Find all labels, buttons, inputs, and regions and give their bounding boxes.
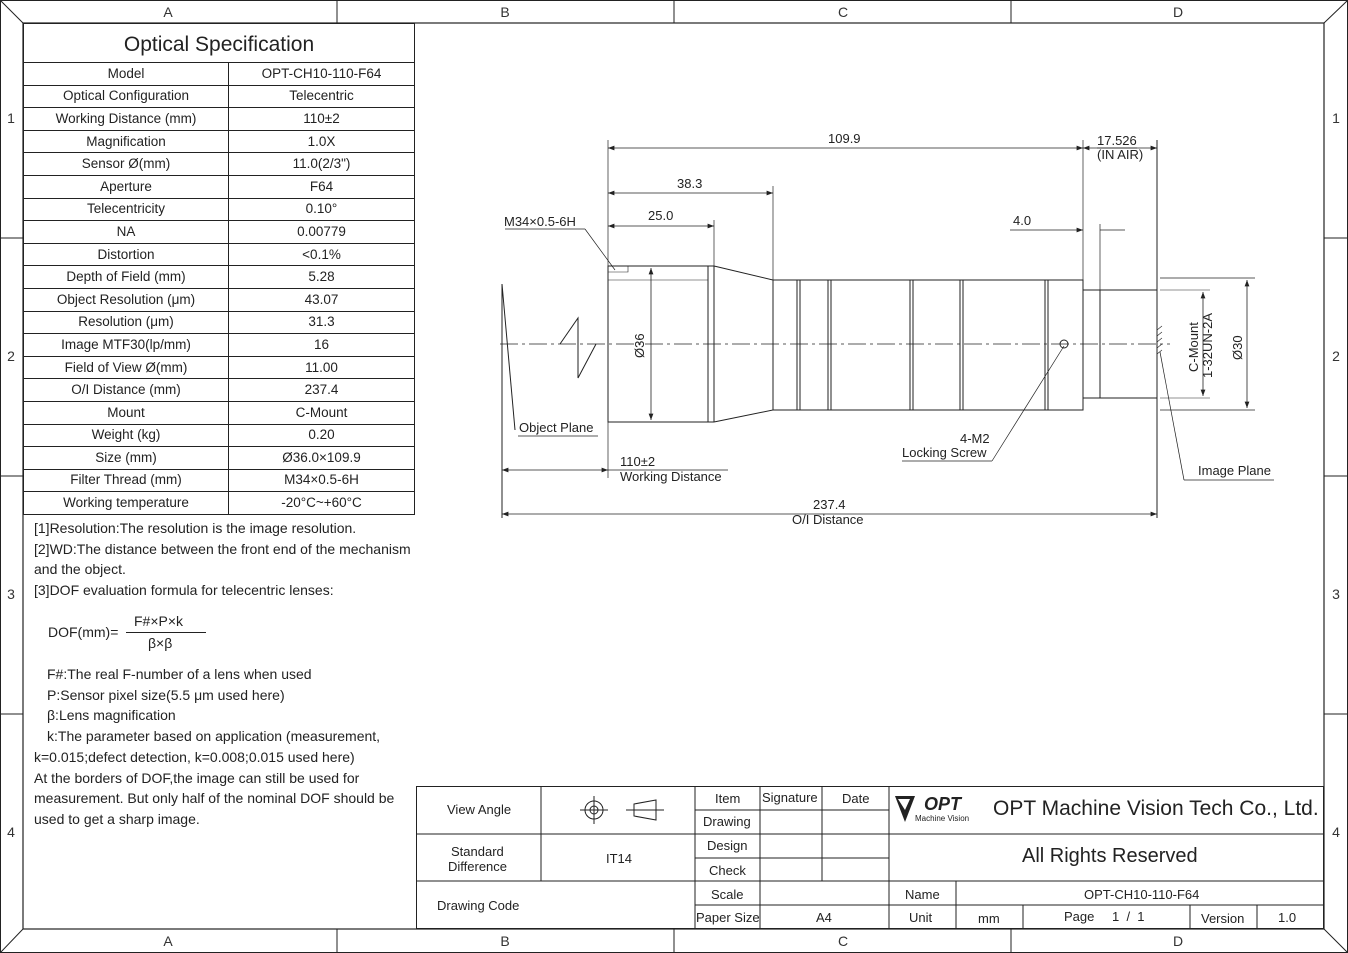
note-d2: measurement. But only half of the nominal DOF should be bbox=[34, 790, 395, 807]
spec-key: Resolution (μm) bbox=[24, 311, 229, 334]
zone-row-2-right: 2 bbox=[1332, 348, 1340, 364]
version-value: 1.0 bbox=[1278, 910, 1297, 925]
spec-value: 43.07 bbox=[229, 288, 415, 311]
spec-value: 0.20 bbox=[229, 424, 415, 447]
drawing-row-label: Drawing bbox=[703, 814, 751, 829]
dim-38: 38.3 bbox=[677, 176, 703, 191]
spec-key: Mount bbox=[24, 401, 229, 424]
dof-denominator: β×β bbox=[148, 635, 173, 651]
zone-col-b-top: B bbox=[500, 4, 510, 20]
unit-label: Unit bbox=[909, 910, 933, 925]
check-row-label: Check bbox=[709, 863, 746, 878]
wd-value: 110±2 bbox=[620, 454, 656, 469]
dim-25: 25.0 bbox=[648, 208, 674, 223]
zone-col-a-bottom: A bbox=[163, 933, 173, 949]
spec-key: Field of View Ø(mm) bbox=[24, 356, 229, 379]
wd-label: Working Distance bbox=[620, 469, 722, 484]
spec-key: Object Resolution (μm) bbox=[24, 288, 229, 311]
spec-key: Magnification bbox=[24, 130, 229, 153]
screw-label: Locking Screw bbox=[902, 445, 987, 460]
zone-row-3-right: 3 bbox=[1332, 586, 1340, 602]
scale-label: Scale bbox=[711, 887, 744, 902]
unit-value: mm bbox=[978, 911, 1000, 926]
spec-value: M34×0.5-6H bbox=[229, 469, 415, 492]
spec-key: Aperture bbox=[24, 175, 229, 198]
spec-key: Image MTF30(lp/mm) bbox=[24, 334, 229, 357]
drawing-code-label: Drawing Code bbox=[437, 898, 520, 913]
std-diff-label-1: Standard bbox=[451, 844, 504, 859]
spec-value: C-Mount bbox=[229, 401, 415, 424]
zone-row-3-left: 3 bbox=[7, 586, 15, 602]
spec-key: Telecentricity bbox=[24, 198, 229, 221]
spec-key: NA bbox=[24, 221, 229, 244]
spec-key: Distortion bbox=[24, 243, 229, 266]
signature-header: Signature bbox=[762, 790, 818, 805]
logo-text: OPT bbox=[924, 794, 962, 814]
note-f: F#:The real F-number of a lens when used bbox=[47, 666, 312, 682]
spec-value: OPT-CH10-110-F64 bbox=[229, 63, 415, 86]
cmount-label: C-Mount bbox=[1186, 322, 1201, 372]
spec-key: Size (mm) bbox=[24, 447, 229, 470]
spec-key: Weight (kg) bbox=[24, 424, 229, 447]
date-header: Date bbox=[842, 791, 870, 806]
note-k2: k=0.015;defect detection, k=0.008;0.015 used here) bbox=[34, 748, 355, 765]
std-diff-label-2: Difference bbox=[448, 859, 508, 874]
zone-col-d-bottom: D bbox=[1172, 933, 1184, 949]
note-k1: k:The parameter based on application (measurement, bbox=[47, 728, 381, 745]
spec-value: Telecentric bbox=[229, 85, 415, 108]
diameter-30: Ø30 bbox=[1230, 335, 1245, 360]
note-2a: [2]WD:The distance between the front end of the mechanism bbox=[34, 540, 411, 557]
spec-value: Ø36.0×109.9 bbox=[229, 447, 415, 470]
note-2b: and the object. bbox=[34, 561, 126, 578]
note-d3: used to get a sharp image. bbox=[34, 810, 200, 827]
logo-subtext: Machine Vision bbox=[915, 814, 970, 823]
oi-label: O/I Distance bbox=[792, 512, 864, 527]
zone-col-a-top: A bbox=[163, 4, 173, 20]
spec-key: Sensor Ø(mm) bbox=[24, 153, 229, 176]
spec-value: 16 bbox=[229, 334, 415, 357]
zone-col-d-top: D bbox=[1172, 4, 1184, 20]
design-row-label: Design bbox=[707, 838, 748, 853]
projection-symbol-icon bbox=[580, 796, 664, 824]
paper-size-label: Paper Size bbox=[696, 910, 760, 925]
name-label: Name bbox=[905, 887, 940, 902]
spec-value: 237.4 bbox=[229, 379, 415, 402]
name-value: OPT-CH10-110-F64 bbox=[1084, 887, 1200, 902]
item-header: Item bbox=[715, 791, 741, 806]
spec-key: Working temperature bbox=[24, 492, 229, 515]
zone-row-4-right: 4 bbox=[1332, 824, 1340, 840]
zone-row-1-right: 1 bbox=[1332, 110, 1340, 126]
version-label: Version bbox=[1201, 911, 1245, 926]
spec-value: 11.00 bbox=[229, 356, 415, 379]
dof-numerator: F#×P×k bbox=[134, 613, 184, 629]
dim-back-focal: 17.526 bbox=[1097, 133, 1137, 148]
zone-row-1-left: 1 bbox=[7, 110, 15, 126]
view-angle-label: View Angle bbox=[447, 802, 512, 817]
spec-value: F64 bbox=[229, 175, 415, 198]
zone-col-b-bottom: B bbox=[500, 933, 510, 949]
page-label: Page bbox=[1064, 909, 1095, 924]
opt-logo-icon bbox=[895, 796, 915, 822]
spec-value: 0.10° bbox=[229, 198, 415, 221]
note-3: [3]DOF evaluation formula for telecentric lenses: bbox=[34, 582, 334, 599]
page-value: 1 / 1 bbox=[1112, 909, 1145, 924]
spec-key: Optical Configuration bbox=[24, 85, 229, 108]
spec-value: <0.1% bbox=[229, 243, 415, 266]
spec-value: 11.0(2/3") bbox=[229, 153, 415, 176]
it14-value: IT14 bbox=[606, 851, 633, 866]
rights-text: All Rights Reserved bbox=[1022, 845, 1198, 867]
dof-lhs: DOF(mm)= bbox=[48, 624, 119, 640]
object-plane-label: Object Plane bbox=[519, 420, 594, 435]
spec-value: 0.00779 bbox=[229, 221, 415, 244]
note-1: [1]Resolution:The resolution is the image resolution. bbox=[34, 520, 357, 536]
paper-size-value: A4 bbox=[816, 910, 832, 925]
dim-in-air: (IN AIR) bbox=[1097, 147, 1144, 162]
spec-key: O/I Distance (mm) bbox=[24, 379, 229, 402]
dim-total-length: 109.9 bbox=[828, 131, 861, 146]
thread-label: M34×0.5-6H bbox=[504, 214, 576, 229]
spec-value: 1.0X bbox=[229, 130, 415, 153]
spec-title: Optical Specification bbox=[24, 24, 415, 63]
zone-col-c-top: C bbox=[837, 4, 849, 20]
dim-4: 4.0 bbox=[1013, 213, 1032, 228]
note-b: β:Lens magnification bbox=[47, 707, 176, 724]
spec-value: 110±2 bbox=[229, 108, 415, 131]
spec-key: Model bbox=[24, 63, 229, 86]
zone-col-c-bottom: C bbox=[837, 933, 849, 949]
spec-key: Depth of Field (mm) bbox=[24, 266, 229, 289]
oi-value: 237.4 bbox=[813, 497, 846, 512]
zone-row-4-left: 4 bbox=[7, 824, 15, 840]
spec-key: Working Distance (mm) bbox=[24, 108, 229, 131]
spec-key: Filter Thread (mm) bbox=[24, 469, 229, 492]
spec-value: 5.28 bbox=[229, 266, 415, 289]
note-d1: At the borders of DOF,the image can still be used for bbox=[34, 769, 360, 786]
diameter-36: Ø36 bbox=[632, 333, 647, 358]
spec-value: 31.3 bbox=[229, 311, 415, 334]
spec-value: -20°C~+60°C bbox=[229, 492, 415, 515]
company-name: OPT Machine Vision Tech Co., Ltd. bbox=[993, 797, 1319, 820]
note-p: P:Sensor pixel size(5.5 μm used here) bbox=[47, 686, 285, 703]
image-plane-label: Image Plane bbox=[1198, 463, 1271, 478]
screw-count: 4-M2 bbox=[960, 431, 990, 446]
cmount-thread: 1-32UN-2A bbox=[1200, 312, 1215, 378]
zone-row-2-left: 2 bbox=[7, 348, 15, 364]
